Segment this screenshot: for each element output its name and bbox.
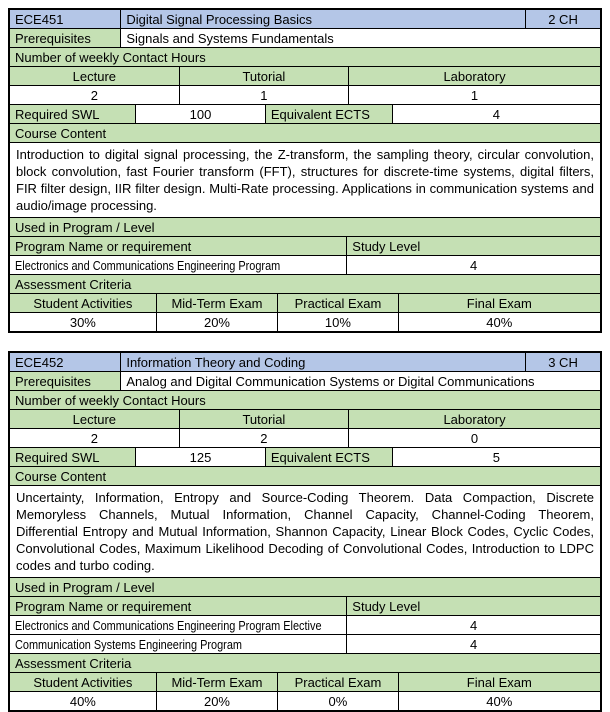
equivalent-ects-value: 4 [392,105,600,123]
course-content-header: Course Content [10,124,600,142]
lecture-header: Lecture [10,67,179,85]
program-value-row [10,255,600,274]
program-header-row [10,596,600,615]
study-level-header: Study Level [346,237,600,255]
study-level-header: Study Level [346,597,600,615]
assessment-value-mid-term-exam: 20% [156,313,278,331]
assessment-value-practical-exam: 10% [277,313,397,331]
course-code: ECE451 [10,10,120,28]
study-level-value: 4 [346,616,600,634]
course-content-header: Course Content [10,467,600,485]
assessment-headers-row [10,293,600,312]
program-value-row [10,615,600,634]
assessment-criteria-header: Assessment Criteria [10,654,600,672]
lecture-hours: 2 [10,86,179,104]
course-content-row [10,485,600,577]
contact-hours-header-row [10,390,600,409]
program-name [10,616,346,634]
course-header-row [10,353,600,371]
contact-hours-labels-row [10,66,600,85]
assessment-header-practical-exam: Practical Exam [277,673,397,691]
assessment-header-final-exam: Final Exam [398,294,600,312]
assessment-value-final-exam: 40% [398,692,600,710]
course-header-row [10,10,600,28]
program-name-text: Electronics and Communications Engineering Program Elective [15,618,322,633]
program-name [10,635,346,653]
prerequisites-row [10,28,600,47]
program-name-header: Program Name or requirement [10,597,346,615]
prerequisites-value: Signals and Systems Fundamentals [120,29,600,47]
laboratory-hours: 1 [348,86,600,104]
course-content-row [10,142,600,217]
assessment-criteria-header: Assessment Criteria [10,275,600,293]
program-header-row [10,236,600,255]
contact-hours-labels-row [10,409,600,428]
lecture-hours: 2 [10,429,179,447]
prerequisites-value: Analog and Digital Communication Systems or Digital Communications [120,372,600,390]
contact-hours-header-row [10,47,600,66]
assessment-header-mid-term-exam: Mid-Term Exam [156,673,278,691]
lecture-header: Lecture [10,410,179,428]
course-content-header-row [10,123,600,142]
required-swl-label: Required SWL [10,448,135,466]
laboratory-header: Laboratory [348,410,600,428]
assessment-criteria-row [10,653,600,672]
assessment-header-student-activities: Student Activities [10,673,156,691]
course-credit-hours: 3 CH [525,353,600,371]
laboratory-header: Laboratory [348,67,600,85]
used-in-program-row [10,577,600,596]
equivalent-ects-label: Equivalent ECTS [265,448,392,466]
course-title: Digital Signal Processing Basics [120,10,525,28]
prerequisites-row [10,371,600,390]
prerequisites-label: Prerequisites [10,372,120,390]
used-in-program-header: Used in Program / Level [10,578,600,596]
contact-hours-values-row [10,428,600,447]
course-content-text: Introduction to digital signal processing, the Z-transform, the sampling theory, circular convolution, block convolution, fast Fourier transform (FFT), structures for discrete-time systems, digital filters, FIR filter design, IIR filter design. Multi-Rate processing. Applications in communication systems and audio/image processing. [10,143,600,217]
tutorial-header: Tutorial [179,410,348,428]
course-table-ece452 [8,351,602,712]
course-title: Information Theory and Coding [120,353,525,371]
contact-hours-header: Number of weekly Contact Hours [10,391,600,409]
prerequisites-label: Prerequisites [10,29,120,47]
assessment-header-student-activities: Student Activities [10,294,156,312]
assessment-values-row [10,691,600,710]
course-credit-hours: 2 CH [525,10,600,28]
swl-ects-row [10,447,600,466]
assessment-values-row [10,312,600,331]
course-content-text: Uncertainty, Information, Entropy and Source-Coding Theorem. Data Compaction, Discrete Memoryless Channels, Mutual Information, Channel Capacity, Channel-Coding Theorem, Differential Entropy and Mutual Information, Shannon Capacity, Linear Block Codes, Cyclic Codes, Convolutional Codes, Maximum Likelihood Decoding of Convolutional Codes, Introduction to LDPC codes and turbo coding. [10,486,600,577]
required-swl-value: 100 [135,105,265,123]
program-name-header: Program Name or requirement [10,237,346,255]
contact-hours-header: Number of weekly Contact Hours [10,48,600,66]
tutorial-header: Tutorial [179,67,348,85]
assessment-header-final-exam: Final Exam [398,673,600,691]
assessment-header-mid-term-exam: Mid-Term Exam [156,294,278,312]
equivalent-ects-label: Equivalent ECTS [265,105,392,123]
course-code: ECE452 [10,353,120,371]
tutorial-hours: 2 [179,429,348,447]
assessment-value-final-exam: 40% [398,313,600,331]
required-swl-value: 125 [135,448,265,466]
program-name [10,256,346,274]
swl-ects-row [10,104,600,123]
contact-hours-values-row [10,85,600,104]
equivalent-ects-value: 5 [392,448,600,466]
laboratory-hours: 0 [348,429,600,447]
course-table-ece451 [8,8,602,333]
assessment-value-mid-term-exam: 20% [156,692,278,710]
assessment-value-practical-exam: 0% [277,692,397,710]
assessment-value-student-activities: 30% [10,313,156,331]
study-level-value: 4 [346,635,600,653]
used-in-program-header: Used in Program / Level [10,218,600,236]
program-value-row [10,634,600,653]
program-name-text: Electronics and Communications Engineering Program [15,258,281,273]
tutorial-hours: 1 [179,86,348,104]
used-in-program-row [10,217,600,236]
program-name-text: Communication Systems Engineering Program [15,637,242,652]
required-swl-label: Required SWL [10,105,135,123]
course-content-header-row [10,466,600,485]
assessment-header-practical-exam: Practical Exam [277,294,397,312]
assessment-headers-row [10,672,600,691]
assessment-criteria-row [10,274,600,293]
assessment-value-student-activities: 40% [10,692,156,710]
study-level-value: 4 [346,256,600,274]
